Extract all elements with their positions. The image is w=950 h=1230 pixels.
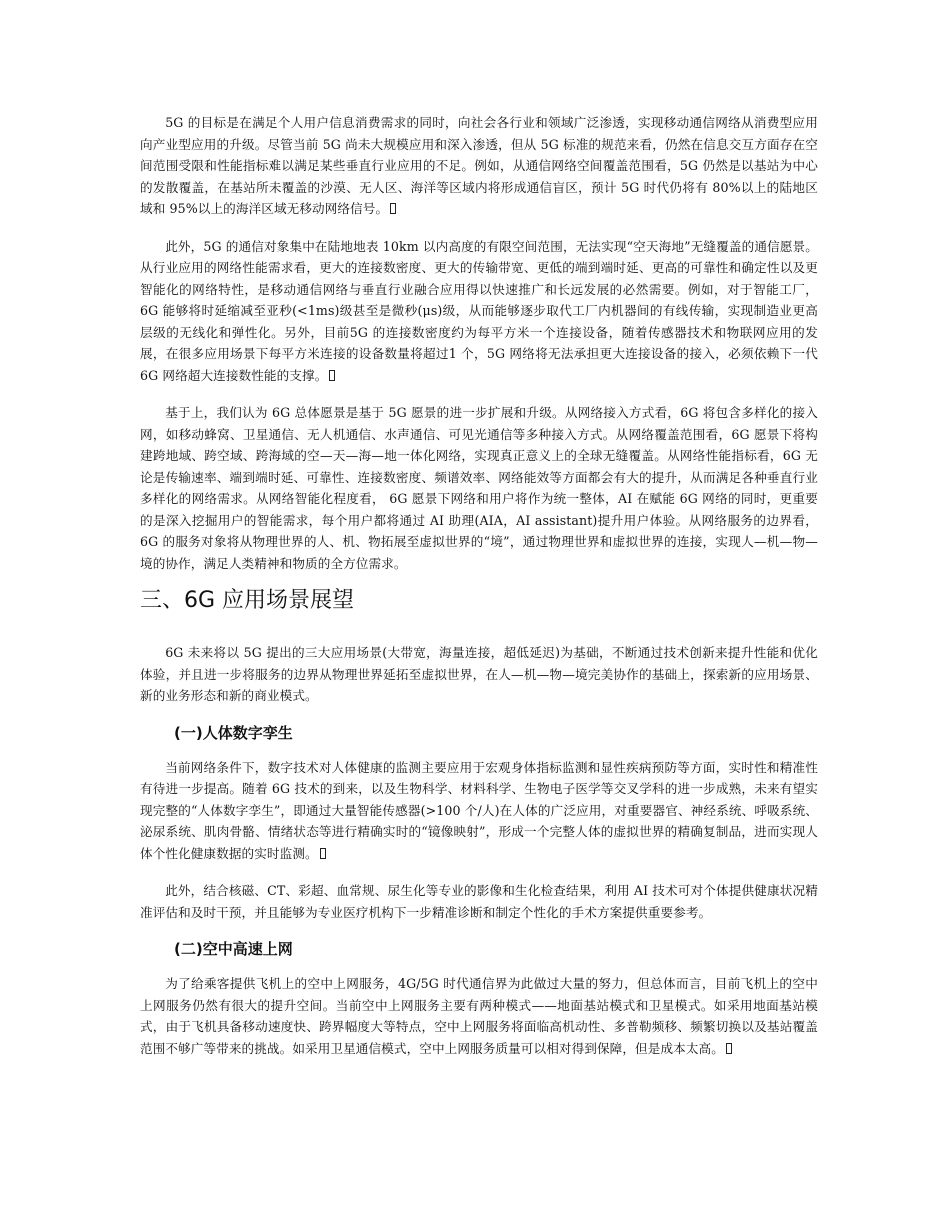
reference-mark-icon [329,370,335,381]
section-heading: 三、6G 应用场景展望 [140,588,355,613]
reference-mark-icon [320,848,326,859]
paragraph-text: 此外，5G 的通信对象集中在陆地地表 10km 以内高度的有限空间范围，无法实现“空天海地”无缝覆盖的通信愿景。从行业应用的网络性能需求看，更大的连接数密度、更大的传输带宽、更低的端到端时延、更高的可靠性和确定性以及更智能化的网络特性，是移动通信网络与垂直行业融合应用得以快速推广和长远发展的必然需要。例如，对于智能工厂，6G 能够将时延缩减至亚秒(<1ms)级甚至是微秒(μs)级，从而能够逐步取代工厂内机器间的有线传输，实现制造业更高层级的无线化和弹性化。另外，目前5G 的连接数密度约为每平方米一个连接设备，随着传感器技术和物联网应用的发展，在很多应用场景下每平方米连接的设备数量将超过1 个，5G 网络将无法承担更大连接设备的接入，必须依赖下一代6G 网络超大连接数性能的支撑。 [140,238,818,383]
reference-mark-icon [390,203,396,214]
body-paragraph [140,757,818,865]
paragraph-text: 当前网络条件下，数字技术对人体健康的监测主要应用于宏观身体指标监测和显性疾病预防等方面，实时性和精准性有待进一步提高。随着 6G 技术的到来，以及生物科学、材料科学、生物电子医学等交叉学科的进一步成熟，未来有望实现完整的“人体数字孪生”，即通过大量智能传感器(>100 个/人)在人体的广泛应用，对重要器官、神经系统、呼吸系统、泌尿系统、肌肉骨骼、情绪状态等进行精确实时的“镜像映射”，形成一个完整人体的虚拟世界的精确复制品，进而实现人体个性化健康数据的实时监测。 [140,759,818,861]
body-paragraph: 此外，结合核磁、CT、彩超、血常规、尿生化等专业的影像和生化检查结果，利用 AI 技术可对个体提供健康状况精准评估和及时干预，并且能够为专业医疗机构下一步精准诊断和制定个性化的手术方案提供重要参考。 [140,883,818,920]
body-paragraph: 基于上，我们认为 6G 总体愿景是基于 5G 愿景的进一步扩展和升级。从网络接入方式看，6G 将包含多样化的接入网，如移动蜂窝、卫星通信、无人机通信、水声通信、可见光通信等多种接入方式。从网络覆盖范围看，6G 愿景下将构建跨地域、跨空域、跨海域的空—天—海—地一体化网络，实现真正意义上的全球无缝覆盖。从网络性能指标看，6G 无论是传输速率、端到端时延、可靠性、连接数密度、频谱效率、网络能效等方面都会有大的提升，从而满足各种垂直行业多样化的网络需求。从网络智能化程度看， 6G 愿景下网络和用户将作为统一整体，AI 在赋能 6G 网络的同时，更重要的是深入挖掘用户的智能需求，每个用户都将通过 AI 助理(AIA，AI assistant)提升用户体验。从网络服务的边界看，6G 的服务对象将从物理世界的人、机、物拓展至虚拟世界的“境”，通过物理世界和虚拟世界的连接，实现人—机—物—境的协作，满足人类精神和物质的全方位需求。 [140,405,818,571]
paragraph-text: 5G 的目标是在满足个人用户信息消费需求的同时，向社会各行业和领域广泛渗透，实现移动通信网络从消费型应用向产业型应用的升级。尽管当前 5G 尚未大规模应用和深入渗透，但从 5G 标准的规范来看，仍然在信息交互方面存在空间范围受限和性能指标难以满足某些垂直行业应用的不足。例如，从通信网络空间覆盖范围看，5G 仍然是以基站为中心的发散覆盖，在基站所未覆盖的沙漠、无人区、海洋等区域内将形成通信盲区，预计 5G 时代仍将有 80%以上的陆地区域和 95%以上的海洋区域无移动网络信号。 [140,115,818,216]
document-page [140,112,818,1059]
subsection-heading-2: (二)空中高速上网 [174,940,293,958]
body-paragraph [140,973,818,1059]
subsection-heading-1: (一)人体数字孪生 [174,723,293,742]
body-paragraph [140,236,818,387]
section-intro-paragraph: 6G 未来将以 5G 提出的三大应用场景(大带宽，海量连接，超低延迟)为基础，不断通过技术创新来提升性能和优化体验，并且进一步将服务的边界从物理世界延拓至虚拟世界，在人—机—物—境完美协作的基础上，探索新的应用场景、新的业务形态和新的商业模式。 [140,645,818,703]
body-paragraph [140,112,818,220]
paragraph-text: 为了给乘客提供飞机上的空中上网服务，4G/5G 时代通信界为此做过大量的努力，但总体而言，目前飞机上的空中上网服务仍然有很大的提升空间。当前空中上网服务主要有两种模式——地面基站模式和卫星模式。如采用地面基站模式，由于飞机具备移动速度快、跨界幅度大等特点，空中上网服务将面临高机动性、多普勒频移、频繁切换以及基站覆盖范围不够广等带来的挑战。如采用卫星通信模式，空中上网服务质量可以相对得到保障，但是成本太高。 [140,976,818,1056]
reference-mark-icon [726,1043,732,1054]
